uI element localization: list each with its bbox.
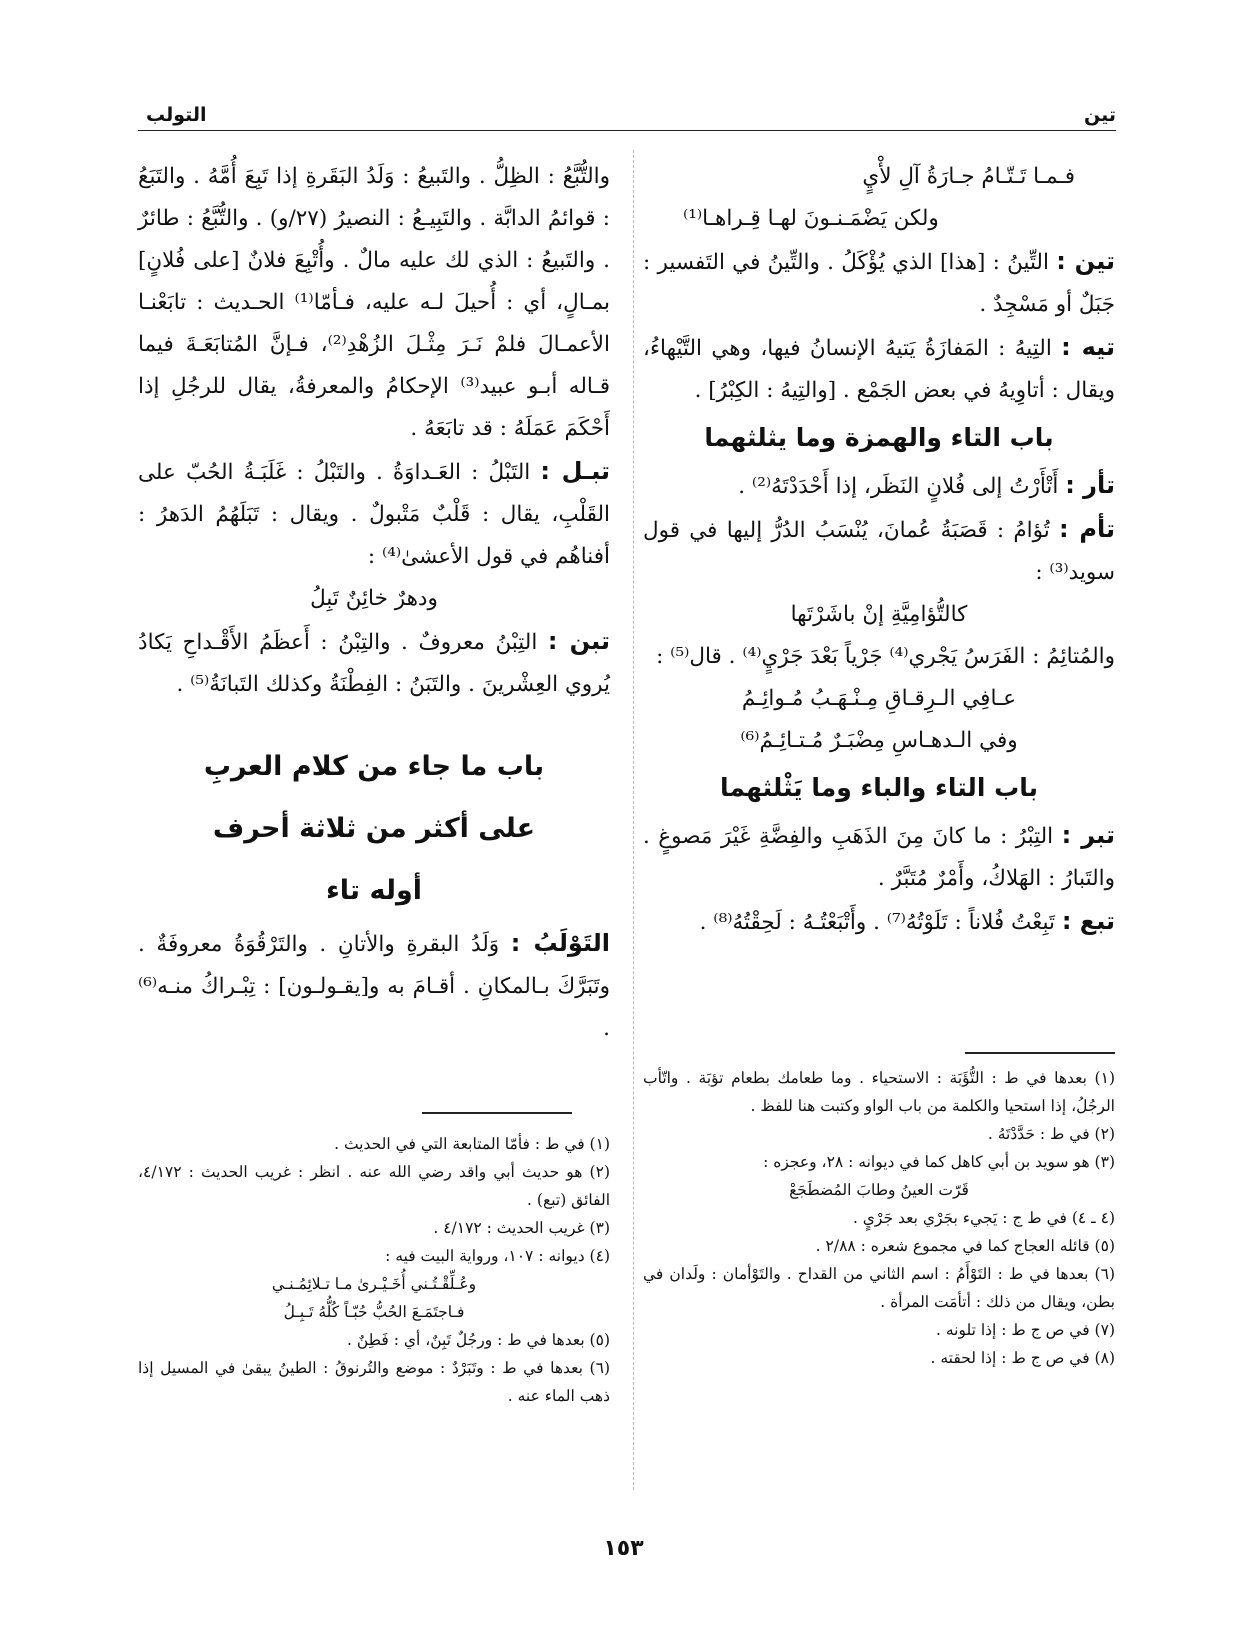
entry-text: التِبْرُ : ما كانَ مِنَ الذَهَبِ والفِضَّةِ غَيْرَ مَصوغٍ . والتَبارُ : الهَلاكُ، وأَمْرٌ مُتَبَّرٌ . bbox=[643, 824, 1115, 891]
entry-text: التِيهُ : المَفازَةُ يَتيهُ الإنسانُ فيها، وهي التَّيْهاءُ، ويقال : أتاوِيهُ في بعض الجَمْع . [والتِيهُ : الكِبْرُ] . bbox=[643, 336, 1115, 403]
headword: تبـل : bbox=[540, 457, 610, 485]
verse-line: عـافِي الـرِقـاقِ مِـنْـهَـبُ مُـوائِـمُ bbox=[741, 686, 1017, 711]
entry-text: التَبْلُ : العَـداوَةُ . والتَبْلُ : غَلَبَـةُ الحُبّ على القَلْبِ، يقال : قَلْبٌ مَتْبولٌ . ويقال : تَبَلَهُمُ الدَهرُ : أفناهُم في قول الأعشىٰ⁽⁴⁾ : bbox=[138, 460, 610, 569]
footnote: (١) في ط : فأمّا المتابعة التي في الحديث . bbox=[334, 1135, 610, 1153]
entry-tabl bbox=[138, 450, 610, 578]
footnote: (٧) في ص ج ط : إذا تلونه . bbox=[935, 1321, 1115, 1339]
headword: تأم : bbox=[1059, 515, 1115, 543]
chapter-heading: باب ما جاء من كلام العربِ bbox=[203, 751, 545, 782]
chapter-heading: على أكثر من ثلاثة أحرف bbox=[212, 813, 536, 844]
footnote: (٦) بعدها في ط : التَوْأَمُ : اسم الثاني من القداح . والتَوْأمان : ولَدان في بطن، ويقال من ذلك : أتأمَت المرأة . bbox=[643, 1265, 1115, 1311]
headword: تبن : bbox=[547, 627, 610, 655]
section-heading: باب التاء والهمزة وما يثلثهما bbox=[704, 423, 1054, 452]
footnote-verse: فـاجتَمَـعَ الحُبُّ حُبّـاً كُلُّهُ تَـبِـلُ bbox=[283, 1303, 465, 1321]
footnote: (٥) بعدها في ط : ورجُلٌ تَبِنٌ، أي : فَطِنٌ . bbox=[346, 1331, 610, 1349]
entry-tibn bbox=[138, 620, 610, 706]
entry-text: أَتْأَرْتُ إلى فُلانٍ النَظَر، إذا أَحْدَدْتَهُ⁽²⁾ . bbox=[738, 474, 1059, 499]
entry-taar bbox=[643, 464, 1115, 508]
footnote: (٥) قائله العجاج كما في مجموع شعره : ٢/٨٨ . bbox=[815, 1237, 1115, 1255]
header-right-title: تين bbox=[1084, 104, 1116, 126]
entry-tih bbox=[643, 326, 1115, 412]
footnote-verse: قَرّت العينُ وطابَ المُضطَجَعْ bbox=[789, 1181, 969, 1199]
footnote: (٢) في ط : حَدَّدْتَهُ . bbox=[987, 1125, 1115, 1143]
entry-tawlab bbox=[138, 922, 610, 1050]
verse-line: ولكن يَضْمَـنـونَ لهـا قِـراهـا⁽¹⁾ bbox=[683, 206, 939, 231]
page-number: ١٥٣ bbox=[603, 1536, 644, 1561]
headword: تين : bbox=[1056, 247, 1115, 275]
headword: تأر : bbox=[1065, 471, 1115, 499]
running-header bbox=[138, 104, 1116, 131]
headword: تيه : bbox=[1061, 333, 1115, 361]
footnote: (٨) في ص ج ط : إذا لحقته . bbox=[930, 1349, 1115, 1367]
entry-tibr bbox=[643, 814, 1115, 900]
verse-line: فـمـا تَـتّـامُ جـارَةُ آلِ لأْيٍ bbox=[862, 164, 1075, 189]
entry-text: تُؤامُ : قَصَبَةُ عُمانَ، يُنْسَبُ الدُرُّ إليها في قول سويد⁽³⁾ : bbox=[643, 518, 1115, 585]
entry-text: وَلَدُ البقرةِ والأتانِ . والتَرْقُوَةُ معروفَةٌ . وتَبَرَّكَ بـالمكانِ . أقـامَ به و[يقـولـون] : تِبْـراكُ منـه⁽⁶⁾ . bbox=[138, 932, 610, 1041]
entry-tabia-continued: والتُّبَّعُ : الظِلُّ . والتَبيعُ : وَلَدُ البَقَرةِ إذا تَبِعَ أُمَّهُ . والتَبَعُ : قوائمُ الدابَّة . والتَبِيـعُ : النصيرُ (٢٧/و) . والتُّبَّعُ : طائرٌ . والتَبيعُ : الذي لك عليه مالٌ . وأُتْبِعَ فلانٌ [على فُلانٍ] بمـالٍ، أي : أُحيلَ لـه عليه، فـأمّا⁽¹⁾ الحـديث : تابَعْنـا الأعمـالَ فلمْ نَـرَ مِثْـلَ الزُهْدِ⁽²⁾، فـإنَّ المُتابَعَـةَ فيما قـاله أبـو عبيد⁽³⁾ الإحكامُ والمعرفةُ، يقال للرجُلِ إذا أَحْكَمَ عَمَلَهُ : قد تابَعَهُ . bbox=[138, 164, 611, 441]
entry-text: تَبِعْتُ فُلاناً : تَلَوْتُهُ⁽⁷⁾ . وأَتْبَعْتُـهُ : لَحِقْتُهُ⁽⁸⁾ . bbox=[699, 910, 1055, 935]
footnote: (٣) هو سويد بن أبي كاهل كما في ديوانه : ٢٨، وعجزه : bbox=[763, 1153, 1115, 1171]
footnote: (١) بعدها في ط : التُّؤَبَة : الاستحياء . وما طعامك بطعام تؤبَة . واتّأب الرجُلُ، إذا استحيا والكلمة من باب الواو وكتبت هنا للفظ . bbox=[643, 1069, 1115, 1115]
footnote: (٢) هو حديث أبي واقد رضي الله عنه . انظر : غريب الحديث : ٤/١٧٢، الفائق (تبع) . bbox=[138, 1163, 610, 1209]
footnote: (٤) ديوانه : ١٠٧، ورواية البيت فيه : bbox=[385, 1247, 610, 1265]
footnote-verse: وعُـلِّقْـتُـني أُخَـيْـرىٰ مـا تـلائِمُـنـي bbox=[271, 1275, 477, 1293]
footnote: (٣) غريب الحديث : ٤/١٧٢ . bbox=[433, 1219, 610, 1237]
right-column bbox=[643, 156, 1115, 944]
footnote: (٤ ـ ٤) في ط ج : يَجيء بجَرْي بعد جَرْيٍ . bbox=[852, 1209, 1115, 1227]
right-footnotes bbox=[643, 1064, 1115, 1372]
verse-line: كالتُّؤامِيَّةِ إنْ باشَرْتَها bbox=[790, 602, 968, 627]
chapter-heading: أوله تاء bbox=[325, 875, 423, 906]
header-left-title: التولب bbox=[146, 104, 207, 126]
entry-text: التِبْنُ معروفٌ . والتِبْنُ : أَعظَمُ الأَقْـداحِ يَكادُ يُروي العِشْرينَ . والتَبَنُ : الفِطْنَةُ وكذلك التَبانَةُ⁽⁵⁾ . bbox=[138, 630, 610, 697]
spacer bbox=[138, 706, 610, 736]
column-divider bbox=[633, 150, 634, 1490]
verse-line: ودهرٌ خائِنٌ تَبِلُ bbox=[310, 586, 438, 611]
headword: تبر : bbox=[1061, 821, 1115, 849]
verse-line: وفي الـدهـاسِ مِضْبَـرٌ مُـتـائِـمُ⁽⁶⁾ bbox=[740, 728, 1018, 753]
entry-taam bbox=[643, 508, 1115, 594]
footnote-rule bbox=[965, 1052, 1115, 1054]
entry-tabia bbox=[643, 900, 1115, 944]
left-footnotes bbox=[138, 1130, 610, 1410]
headword: التَوْلَبُ : bbox=[510, 929, 610, 957]
footnote-rule bbox=[422, 1112, 572, 1114]
entry-tin bbox=[643, 240, 1115, 326]
entry-text: التِّينُ : [هذا] الذي يُؤْكَلُ . والتِّينُ في التَفسير : جَبَلٌ أو مَسْجِدٌ . bbox=[643, 250, 1115, 317]
headword: تبع : bbox=[1061, 907, 1115, 935]
left-column bbox=[138, 156, 610, 1050]
section-heading: باب التاء والباء وما يَثْلثهما bbox=[720, 773, 1038, 802]
footnote: (٦) بعدها في ط : وتَبَرْدٌ : موضع والتُرنوقُ : الطينُ يبقىٰ في المسيل إذا ذهب الماء عنه . bbox=[138, 1359, 610, 1405]
entry-taam-continued: والمُتائِمُ : الفَرَسُ يَجْري⁽⁴⁾ جَرْياً بَعْدَ جَرْيٍ⁽⁴⁾ . قال⁽⁵⁾ : bbox=[656, 644, 1115, 669]
